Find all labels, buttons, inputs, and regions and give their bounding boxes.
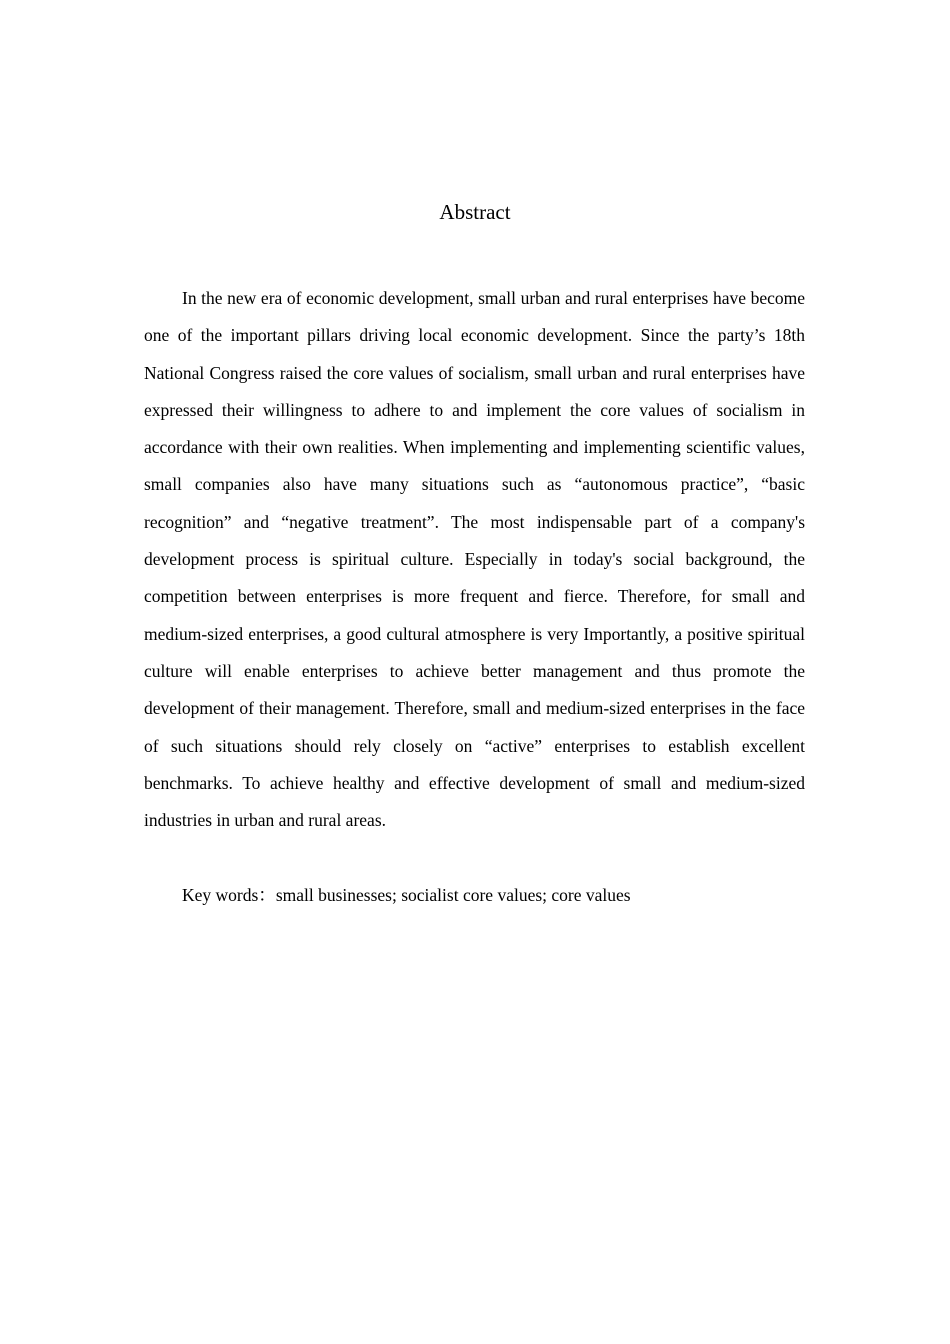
keywords-value: small businesses; socialist core values; core values xyxy=(275,885,631,905)
keywords-label: Key words： xyxy=(182,885,276,905)
abstract-paragraph: In the new era of economic development, small urban and rural enterprises have become one of the important pillars driving local economic development. Since the party’s 18th National Congress raised the core values of socialism, small urban and rural enterprises have expressed their willingness to adhere to and implement the core values of socialism in accordance with their own realities. When implementing and implementing scientific values, small companies also have many situations such as “autonomous practice”, “basic recognition” and “negative treatment”. The most indispensable part of a company's development process is spiritual culture. Especially in today's social background, the competition between enterprises is more frequent and fierce. Therefore, for small and medium-sized enterprises, a good cultural atmosphere is very Importantly, a positive spiritual culture will enable enterprises to achieve better management and thus promote the development of their management. Therefore, small and medium-sized enterprises in the face of such situations should rely closely on “active” enterprises to establish excellent benchmarks. To achieve healthy and effective development of small and medium-sized industries in urban and rural areas. xyxy=(144,288,805,831)
keywords-line xyxy=(144,877,805,914)
page-title: Abstract xyxy=(439,200,511,224)
